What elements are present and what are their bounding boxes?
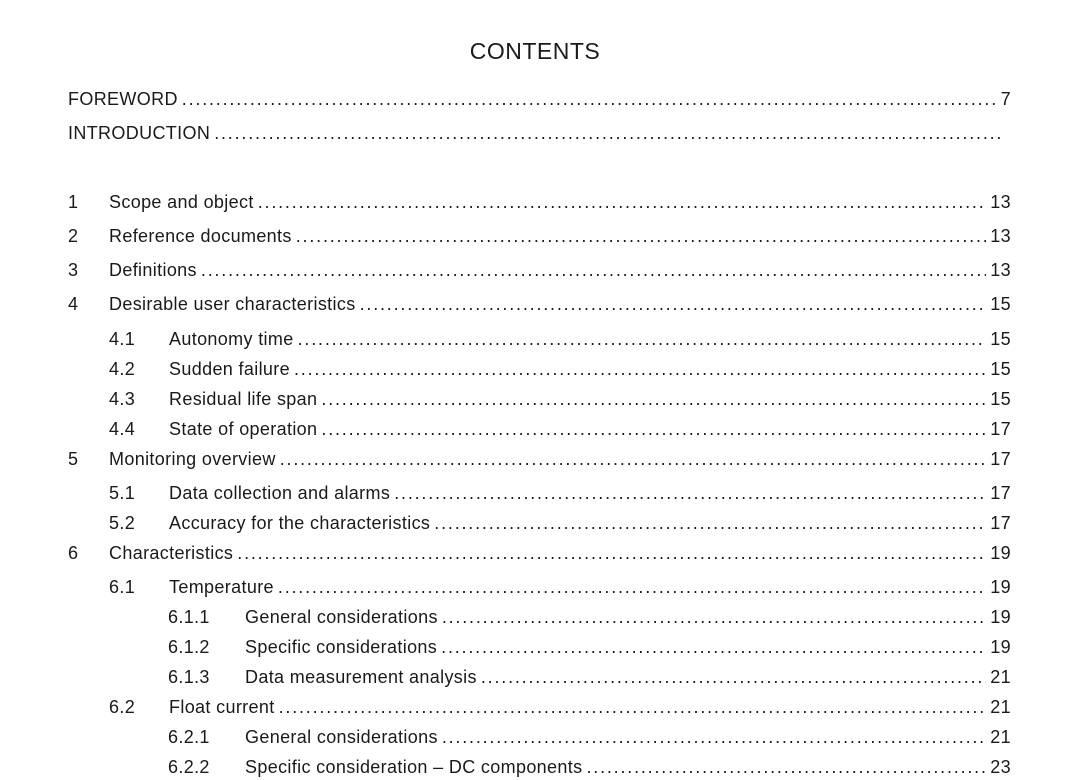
toc-entry[interactable] [68, 224, 1011, 248]
toc-entry-page: 23 [990, 757, 1011, 777]
dot-leader [360, 292, 987, 316]
toc-entry-page: 7 [1000, 89, 1011, 109]
dot-leader [394, 481, 986, 505]
toc-entry-page: 15 [990, 329, 1011, 349]
dot-leader [442, 725, 986, 749]
toc-entry-label: FOREWORD [68, 89, 178, 109]
dot-leader [279, 695, 987, 719]
toc-entry-page: 19 [990, 607, 1011, 627]
dot-leader [214, 121, 1003, 145]
dot-leader [434, 511, 986, 535]
toc-entry-label: General considerations [245, 727, 438, 747]
toc-entry-page: 19 [990, 637, 1011, 657]
toc-entry-page: 17 [990, 483, 1011, 503]
toc-entry-number: 5.2 [109, 513, 136, 533]
toc-entry-number: 4.3 [109, 389, 136, 409]
toc-entry[interactable] [109, 327, 1011, 351]
dot-leader [296, 224, 987, 248]
toc-entry[interactable] [168, 725, 1011, 749]
dot-leader [280, 447, 987, 471]
toc-entry-number: 6.1.2 [168, 637, 210, 657]
toc-entry-number: 1 [68, 192, 79, 212]
toc-entry-label: State of operation [169, 419, 318, 439]
toc-entry-label: Specific considerations [245, 637, 438, 657]
toc-entry[interactable] [168, 665, 1011, 689]
toc-entry-label: Accuracy for the characteristics [169, 513, 431, 533]
toc-entry-number: 6.1.3 [168, 667, 210, 687]
toc-entry-number: 4.4 [109, 419, 136, 439]
toc-entry[interactable] [109, 357, 1011, 381]
toc-entry-page: 15 [990, 294, 1011, 314]
toc-entry-label: Monitoring overview [109, 449, 276, 469]
toc-entry-label: INTRODUCTION [68, 123, 211, 143]
toc-entry-number: 5 [68, 449, 79, 469]
dot-leader [201, 258, 986, 282]
toc-entry-number: 6 [68, 543, 79, 563]
toc-entry[interactable] [68, 447, 1011, 471]
toc-entry[interactable] [168, 635, 1011, 659]
toc-entry[interactable] [109, 575, 1011, 599]
toc-entry-page: 21 [990, 727, 1011, 747]
dot-leader [586, 755, 986, 779]
toc-entry-number: 4 [68, 294, 79, 314]
toc-entry-number: 4.2 [109, 359, 136, 379]
dot-leader [441, 635, 986, 659]
toc-entry-label: General considerations [245, 607, 438, 627]
toc-entry-page: 15 [990, 389, 1011, 409]
toc-entry-page: 15 [990, 359, 1011, 379]
dot-leader [481, 665, 986, 689]
toc-entry-page: 13 [990, 260, 1011, 280]
toc-entry[interactable] [109, 511, 1011, 535]
toc-entry-label: Specific consideration – DC components [245, 757, 583, 777]
toc-entry-number: 6.1.1 [168, 607, 210, 627]
toc-entry-label: Reference documents [109, 226, 292, 246]
toc-entry-label: Scope and object [109, 192, 254, 212]
toc-entry-number: 4.1 [109, 329, 136, 349]
dot-leader [321, 387, 986, 411]
toc-entry[interactable] [109, 481, 1011, 505]
toc-entry-label: Desirable user characteristics [109, 294, 356, 314]
toc-entry[interactable] [68, 292, 1011, 316]
toc-entry-page: 17 [990, 419, 1011, 439]
dot-leader [182, 87, 997, 111]
toc-entry[interactable] [68, 258, 1011, 282]
toc-entry-label: Residual life span [169, 389, 318, 409]
toc-entry-page: 17 [990, 513, 1011, 533]
page-title: CONTENTS [469, 38, 601, 64]
toc-entry-label: Float current [169, 697, 275, 717]
toc-entry-page: 19 [990, 577, 1011, 597]
dot-leader [321, 417, 986, 441]
toc-entry-number: 6.2.1 [168, 727, 210, 747]
dot-leader [258, 190, 987, 214]
toc-entry[interactable] [68, 190, 1011, 214]
dot-leader [294, 357, 986, 381]
toc-entry-label: Temperature [169, 577, 274, 597]
dot-leader [237, 541, 986, 565]
toc-entry[interactable] [109, 417, 1011, 441]
toc-entry[interactable] [168, 605, 1011, 629]
toc-entry-label: Definitions [109, 260, 197, 280]
toc-entry-number: 5.1 [109, 483, 136, 503]
toc-entry-label: Sudden failure [169, 359, 290, 379]
toc-entry-number: 2 [68, 226, 79, 246]
toc-entry[interactable] [109, 387, 1011, 411]
toc-entry-number: 6.2 [109, 697, 136, 717]
toc-entry[interactable] [168, 755, 1011, 779]
dot-leader [278, 575, 986, 599]
toc-entry-label: Autonomy time [169, 329, 294, 349]
toc-entry-number: 6.1 [109, 577, 136, 597]
toc-entry[interactable] [109, 695, 1011, 719]
toc-entry-label: Characteristics [109, 543, 234, 563]
toc-entry-page: 21 [990, 667, 1011, 687]
toc-entry[interactable] [68, 541, 1011, 565]
toc-entry-label: Data measurement analysis [245, 667, 477, 687]
toc-entry-number: 3 [68, 260, 79, 280]
toc-entry-page: 17 [990, 449, 1011, 469]
toc-entry-page: 13 [990, 192, 1011, 212]
dot-leader [442, 605, 986, 629]
toc-entry-label: Data collection and alarms [169, 483, 391, 503]
toc-entry-page: 21 [990, 697, 1011, 717]
toc-entry-page: 13 [990, 226, 1011, 246]
dot-leader [298, 327, 987, 351]
toc-entry-page: 19 [990, 543, 1011, 563]
toc-entry-number: 6.2.2 [168, 757, 210, 777]
toc-entry-foreword[interactable] [68, 87, 1011, 111]
toc-entry-introduction[interactable] [68, 121, 1007, 145]
